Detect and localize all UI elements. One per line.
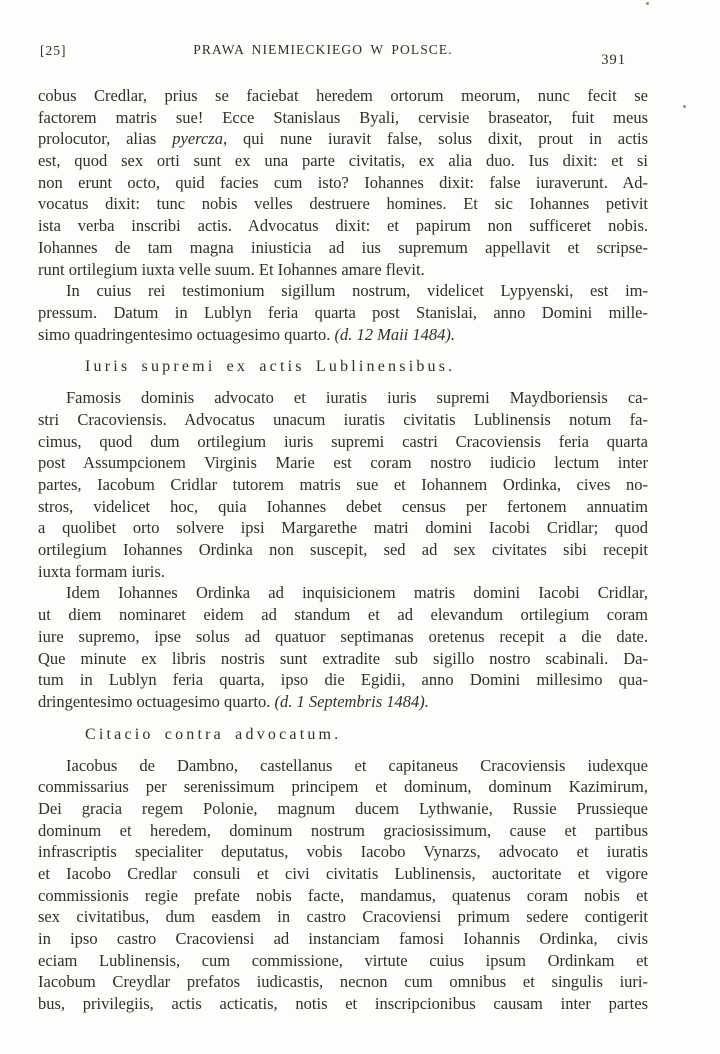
- text-line: [38, 107, 648, 129]
- text-segment: Dei gracia regem Polonie, magnum ducem Lythwanie, Russie Prussieque: [38, 798, 648, 818]
- text-line: [38, 604, 648, 626]
- paragraph: [38, 582, 648, 712]
- text-line: [38, 387, 648, 409]
- paragraph: [38, 387, 648, 582]
- text-segment: pressum. Datum in Lublyn feria quarta post Stanislai, anno Domini mille-: [38, 302, 648, 322]
- text-line: [38, 280, 648, 302]
- text-segment: commissarius per serenissimum principem et dominum, dominum Kazimirum,: [38, 777, 648, 797]
- text-segment: bus, privilegiis, actis acticatis, notis et inscripcionibus causam inter partes: [38, 994, 648, 1014]
- text-segment: infrascriptis specialiter deputatus, vobis Iacobo Vynarzs, advocato et iuratis: [38, 842, 648, 862]
- italic-text-segment: pyercza: [172, 129, 223, 149]
- section-heading: Iuris supremi ex actis Lublinensibus.: [85, 358, 456, 376]
- text-line: [38, 517, 648, 539]
- scan-speck: [683, 105, 686, 108]
- text-line: [38, 128, 648, 150]
- text-line: [38, 669, 648, 691]
- text-segment: dominum et heredem, dominum nostrum graciosissimum, cause et partibus: [38, 820, 648, 840]
- italic-text-segment: (d. 12 Maii 1484).: [334, 324, 456, 344]
- text-segment: Famosis dominis advocato et iuratis iuris supremi Maydboriensis ca-: [66, 388, 648, 408]
- text-line: [38, 193, 648, 215]
- text-segment: stros, videlicet hoc, quia Iohannes debet census per fertonem annuatim: [38, 496, 648, 516]
- text-line: [38, 798, 648, 820]
- text-line: [38, 409, 648, 431]
- text-segment: iure supremo, ipse solus ad quatuor septimanas oretenus recepit a die date.: [38, 626, 648, 646]
- text-line: [38, 776, 648, 798]
- italic-text-segment: (d. 1 Septembris 1484).: [274, 691, 429, 711]
- text-line: [38, 539, 648, 561]
- paragraph: [38, 755, 648, 1015]
- text-body: [38, 85, 648, 1015]
- text-line: [38, 863, 648, 885]
- text-line: [38, 150, 648, 172]
- text-line: [38, 561, 648, 583]
- text-segment: simo quadringentesimo octuagesimo quarto.: [38, 324, 335, 344]
- text-segment: vocatus dixit: tunc nobis velles destruere homines. Et sic Iohannes petivit: [38, 194, 648, 214]
- text-segment: ista verba inscribi actis. Advocatus dixit: et papirum non sufficeret nobis.: [38, 216, 648, 236]
- text-segment: factorem matris sue! Ecce Stanislaus Byali, cervisie braseator, fuit meus: [38, 107, 648, 127]
- text-segment: partes, Iacobum Cridlar tutorem matris sue et Iohannem Ordinka, cives no-: [38, 475, 648, 494]
- text-segment: in ipso castro Cracoviensi ad instanciam famosi Iohannis Ordinka, civis: [38, 929, 648, 949]
- paragraph: [38, 85, 648, 280]
- text-segment: ut diem nominaret eidem ad standum et ad elevandum ortilegium coram: [38, 605, 648, 625]
- text-line: [38, 993, 648, 1015]
- page-title: PRAWA NIEMIECKIEGO W POLSCE.: [193, 42, 453, 57]
- text-segment: Que minute ex libris nostris sunt extradite sub sigillo nostro scabinali. Da-: [38, 648, 648, 668]
- text-segment: non erunt octo, quid facies cum isto? Iohannes dixit: false iuraverunt. Ad-: [38, 172, 648, 192]
- text-line: [38, 691, 648, 713]
- text-segment: cimus, quod dum ortilegium iuris supremi castri Cracoviensis feria quarta: [38, 431, 648, 451]
- text-segment: stri Cracoviensis. Advocatus unacum iuratis civitatis Lublinensis notum fa-: [38, 409, 648, 429]
- text-line: [38, 928, 648, 950]
- text-line: [38, 820, 648, 842]
- text-segment: ortilegium Iohannes Ordinka non suscepit, sed ad sex civitates sibi recepit: [38, 540, 648, 560]
- text-segment: Iohannes de tam magna iniusticia ad ius supremum appellavit et scripse-: [38, 237, 648, 257]
- text-segment: commissionis regie prefate nobis facte, mandamus, quatenus coram nobis et: [38, 885, 648, 905]
- text-line: [38, 431, 648, 453]
- text-segment: Iacobum Creydlar prefatos iudicastis, necnon cum omnibus et singulis iuri-: [38, 972, 648, 992]
- text-line: [38, 496, 648, 518]
- text-segment: Idem Iohannes Ordinka ad inquisicionem matris domini Iacobi Cridlar,: [66, 583, 648, 603]
- text-line: [38, 582, 648, 604]
- text-segment: a quolibet orto solvere ipsi Margarethe matri domini Iacobi Cridlar; quod: [38, 518, 648, 538]
- text-line: [38, 324, 648, 346]
- text-line: [38, 215, 648, 237]
- text-segment: sex civitatibus, dum easdem in castro Cracoviensi primum sedere contigerit: [38, 907, 648, 927]
- text-segment: dringentesimo octuagesimo quarto.: [38, 691, 275, 711]
- text-line: [38, 452, 648, 474]
- text-line: [38, 172, 648, 194]
- text-line: [38, 906, 648, 928]
- text-segment: est, quod sex orti sunt ex una parte civitatis, ex alia duo. Ius dixit: et si: [38, 151, 648, 171]
- text-segment: In cuius rei testimonium sigillum nostrum, videlicet Lypyenski, est im-: [66, 281, 648, 301]
- text-segment: eciam Lublinensis, cum commissione, virtute cuius ipsum Ordinkam et: [38, 950, 648, 970]
- text-line: [38, 841, 648, 863]
- text-segment: et Iacobo Credlar consuli et civi civitatis Lublinensis, auctoritate et vigore: [38, 864, 648, 883]
- text-line: [38, 237, 648, 259]
- page-number: 391: [601, 52, 626, 68]
- paragraph: [38, 280, 648, 345]
- text-segment: Iacobus de Dambno, castellanus et capitaneus Cracoviensis iudexque: [66, 755, 648, 775]
- folio-number: [25]: [40, 43, 67, 58]
- text-line: [38, 971, 648, 993]
- text-line: [38, 755, 648, 777]
- text-segment: prolocutor, alias: [38, 129, 173, 149]
- text-segment: tum in Lublyn feria quarta, ipso die Egidii, anno Domini millesimo qua-: [38, 670, 648, 690]
- running-header: [38, 42, 648, 76]
- text-line: [38, 648, 648, 670]
- text-line: [38, 302, 648, 324]
- text-line: [38, 626, 648, 648]
- text-line: [38, 474, 648, 496]
- section-heading: Citacio contra advocatum.: [85, 725, 342, 743]
- text-line: [38, 85, 648, 107]
- text-segment: iuxta formam iuris.: [38, 561, 165, 581]
- text-line: [38, 885, 648, 907]
- text-segment: post Assumpcionem Virginis Marie est coram nostro iudicio lectum inter: [38, 453, 648, 473]
- scan-speck: [646, 2, 649, 5]
- text-segment: runt ortilegium iuxta velle suum. Et Iohannes amare flevit.: [38, 259, 425, 279]
- text-segment: , qui nune iuravit false, solus dixit, prout in actis: [222, 129, 648, 149]
- text-line: [38, 259, 648, 281]
- text-segment: cobus Credlar, prius se faciebat heredem ortorum meorum, nunc fecit se: [38, 86, 648, 105]
- text-line: [38, 950, 648, 972]
